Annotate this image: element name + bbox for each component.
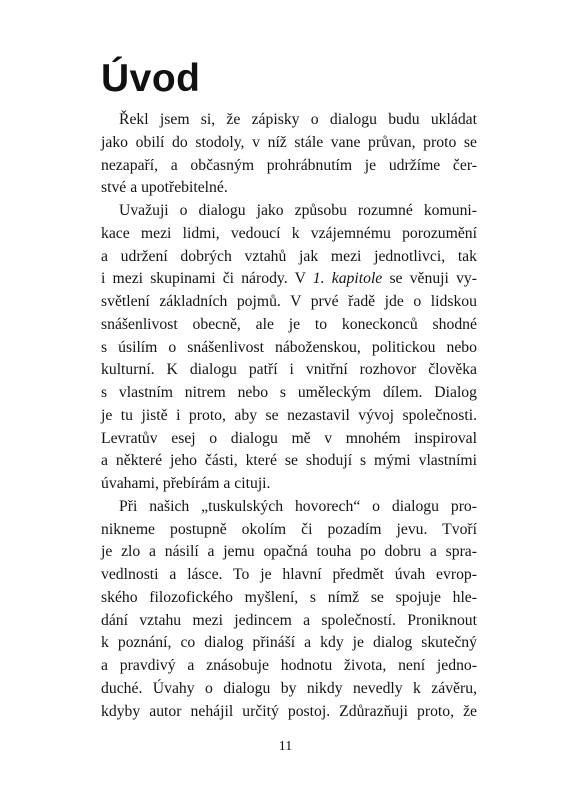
chapter-heading: Úvod [101,57,201,100]
text-line: nezapaří, a občasným prohrábnutím je udržíme čer- [101,156,477,174]
text-line: světlení základních pojmů. V prvé řadě jde o lidskou [101,293,477,310]
text-line: Řekl jsem si, že zápisky o dialogu budu ukládat [119,111,477,128]
text-line: ského filozofického myšlení, s nímž se spojuje hle- [101,588,477,606]
text-line: kulturní. K dialogu patří i vnitřní rozhovor člověka [101,361,477,379]
text-line: vedlnosti a lásce. To je hlavní předmět úvah evrop- [101,566,477,583]
text-line: s vlastním nitrem nebo s uměleckým dílem. Dialog [101,384,477,401]
text-line: jako obilí do stodoly, v níž stále vane průvan, proto se [101,133,477,151]
paragraph-2 [101,200,477,496]
text-line: úvahami, přebírám a cituji. [101,475,271,492]
text-line: a udržení dobrých vztahů jak mezi jednotlivci, tak [101,247,477,265]
text-line: nikneme postupně okolím či pozadím jevu. Tvoří [101,520,477,538]
text-line: s úsilím o snášenlivost náboženskou, politickou nebo [101,338,477,356]
page-number: 11 [278,739,293,754]
text-line: dání vztahu mezi jedincem a společností. Proniknout [101,611,477,629]
text-line: je zlo a násilí a jemu opačná touha po dobru a spra- [101,543,477,561]
text-line: Uvažuji o dialogu jako způsobu rozumné komuni- [119,202,477,219]
paragraph-3 [101,496,477,724]
text-line: Levratův esej o dialogu mě v mnohém inspiroval [101,429,477,447]
text-line: i mezi skupinami či národy. V 1. kapitole se věnuji vy- [101,270,477,288]
text-line: snášenlivost obecně, ale je to koneckonců shodné [101,315,477,333]
text-line: k poznání, co dialog přináší a kdy je dialog skutečný [101,634,477,652]
paragraph-1 [101,109,477,200]
text-line: kace mezi lidmi, vedoucí k vzájemnému porozumění [101,224,477,242]
text-line: a některé jeho části, které se shodují s mými vlastními [101,452,477,470]
text-line: Při našich „tuskulských hovorech“ o dialogu pro- [119,497,477,515]
text-line: kdyby autor nehájil určitý postoj. Zdůrazňuji proto, že [101,702,477,720]
chapter-reference: 1. kapitole [312,270,383,288]
body-text [101,109,477,723]
text-line: stvé a upotřebitelné. [101,179,228,197]
text-line: je tu jistě i proto, aby se nezastavil vývoj společnosti. [101,406,477,424]
text-line: duché. Úvahy o dialogu by nikdy nevedly k závěru, [101,679,477,697]
text-line: a pravdivý a znásobuje hodnotu života, není jedno- [101,657,477,674]
